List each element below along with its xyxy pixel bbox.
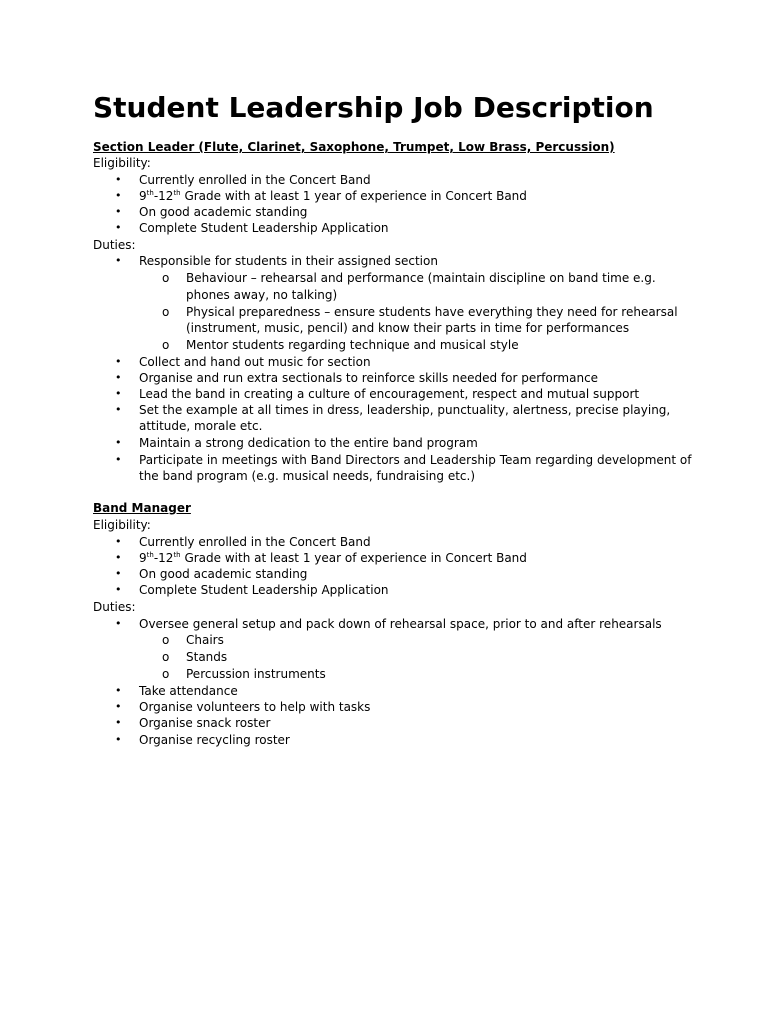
list-item: Currently enrolled in the Concert Band: [139, 173, 371, 187]
bullet-icon: •: [115, 254, 122, 267]
bullet-icon: •: [115, 567, 122, 580]
sub-bullet-icon: o: [162, 667, 170, 681]
sub-bullet-icon: o: [162, 338, 170, 352]
sub-bullet-icon: o: [162, 271, 170, 285]
duties-label: Duties:: [93, 600, 136, 614]
list-item-grade: 9th-12th Grade with at least 1 year of experience in Concert Band: [139, 189, 527, 203]
bullet-icon: •: [115, 684, 122, 697]
bullet-icon: •: [115, 551, 122, 564]
list-item: Set the example at all times in dress, leadership, punctuality, alertness, precise playing,: [139, 403, 671, 417]
sub-list-item: Percussion instruments: [186, 667, 326, 681]
bullet-icon: •: [115, 205, 122, 218]
list-item: On good academic standing: [139, 567, 308, 581]
bullet-icon: •: [115, 617, 122, 630]
list-item: Take attendance: [139, 684, 238, 698]
bullet-icon: •: [115, 221, 122, 234]
list-item: Organise snack roster: [139, 716, 271, 730]
sub-list-item: Behaviour – rehearsal and performance (maintain discipline on band time e.g.: [186, 271, 656, 285]
bullet-icon: •: [115, 403, 122, 416]
list-item: Organise recycling roster: [139, 733, 290, 747]
list-item: Maintain a strong dedication to the entire band program: [139, 436, 478, 450]
band-manager-heading: Band Manager: [93, 501, 191, 515]
bullet-icon: •: [115, 387, 122, 400]
bullet-icon: •: [115, 371, 122, 384]
list-item: Complete Student Leadership Application: [139, 221, 389, 235]
sub-list-item-continued: phones away, no talking): [186, 288, 338, 302]
bullet-icon: •: [115, 453, 122, 466]
bullet-icon: •: [115, 189, 122, 202]
bullet-icon: •: [115, 716, 122, 729]
eligibility-label: Eligibility:: [93, 156, 151, 170]
bullet-icon: •: [115, 436, 122, 449]
section-leader-heading: Section Leader (Flute, Clarinet, Saxophone, Trumpet, Low Brass, Percussion): [93, 140, 615, 154]
list-item: Responsible for students in their assigned section: [139, 254, 438, 268]
duties-label: Duties:: [93, 238, 136, 252]
sub-bullet-icon: o: [162, 633, 170, 647]
bullet-icon: •: [115, 700, 122, 713]
list-item: Organise volunteers to help with tasks: [139, 700, 371, 714]
bullet-icon: •: [115, 535, 122, 548]
page-title: Student Leadership Job Description: [93, 91, 654, 124]
sub-list-item-continued: (instrument, music, pencil) and know their parts in time for performances: [186, 321, 630, 335]
list-item-grade: 9th-12th Grade with at least 1 year of experience in Concert Band: [139, 551, 527, 565]
sub-list-item: Physical preparedness – ensure students have everything they need for rehearsal: [186, 305, 678, 319]
list-item: Collect and hand out music for section: [139, 355, 371, 369]
list-item: Participate in meetings with Band Directors and Leadership Team regarding development of: [139, 453, 692, 467]
bullet-icon: •: [115, 355, 122, 368]
eligibility-label: Eligibility:: [93, 518, 151, 532]
sub-list-item: Mentor students regarding technique and musical style: [186, 338, 519, 352]
sub-bullet-icon: o: [162, 650, 170, 664]
sub-bullet-icon: o: [162, 305, 170, 319]
list-item: On good academic standing: [139, 205, 308, 219]
list-item: Currently enrolled in the Concert Band: [139, 535, 371, 549]
sub-list-item: Stands: [186, 650, 228, 664]
list-item: Oversee general setup and pack down of rehearsal space, prior to and after rehearsals: [139, 617, 662, 631]
list-item-continued: the band program (e.g. musical needs, fundraising etc.): [139, 469, 476, 483]
list-item: Complete Student Leadership Application: [139, 583, 389, 597]
list-item: Organise and run extra sectionals to reinforce skills needed for performance: [139, 371, 599, 385]
bullet-icon: •: [115, 733, 122, 746]
sub-list-item: Chairs: [186, 633, 224, 647]
list-item-continued: attitude, morale etc.: [139, 419, 263, 433]
bullet-icon: •: [115, 173, 122, 186]
bullet-icon: •: [115, 583, 122, 596]
list-item: Lead the band in creating a culture of encouragement, respect and mutual support: [139, 387, 640, 401]
